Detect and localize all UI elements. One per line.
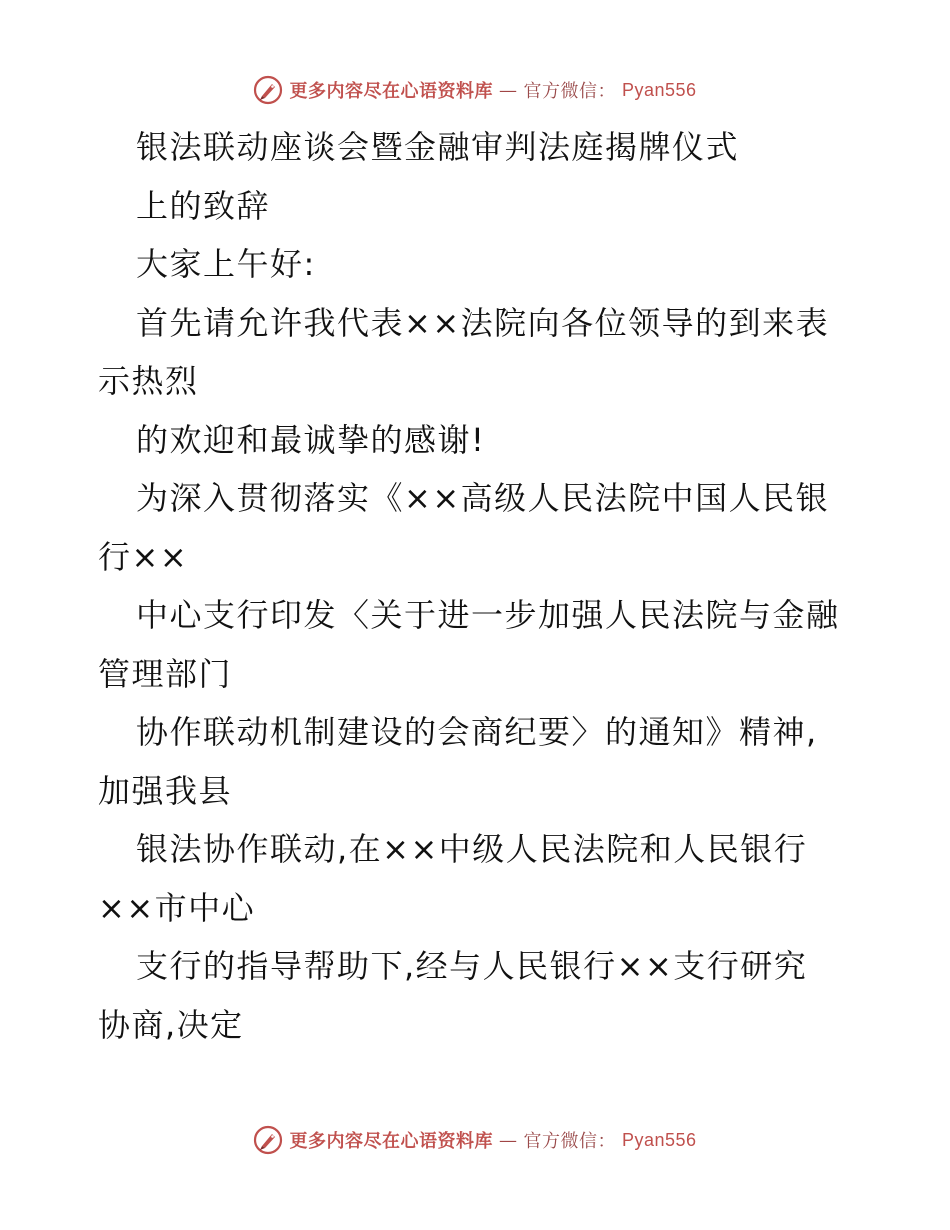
text-line: ××市中心 bbox=[98, 888, 256, 927]
wechat-id: Pyan556 bbox=[621, 1129, 697, 1150]
brand-text: 更多内容尽在心语资料库 bbox=[289, 1131, 493, 1152]
text-line: 大家上午好: bbox=[136, 245, 316, 283]
pen-nib-logo-icon bbox=[253, 75, 283, 105]
brand-text: 更多内容尽在心语资料库 bbox=[289, 81, 493, 102]
footer-banner bbox=[0, 1120, 950, 1160]
banner-separator: — bbox=[498, 1129, 518, 1151]
text-line: 上的致辞 bbox=[136, 186, 271, 225]
text-line: 为深入贯彻落实《××高级人民法院中国人民银 bbox=[136, 479, 830, 517]
document-body bbox=[98, 118, 858, 1054]
text-line: 的欢迎和最诚挚的感谢! bbox=[136, 420, 486, 459]
wechat-id: Pyan556 bbox=[621, 79, 697, 100]
text-line: 行×× bbox=[98, 537, 189, 576]
text-line: 协商,决定 bbox=[98, 1005, 244, 1044]
text-line: 协作联动机制建设的会商纪要〉的通知》精神, bbox=[136, 713, 818, 751]
text-line: 示热烈 bbox=[98, 362, 199, 400]
banner-separator: — bbox=[498, 79, 518, 101]
text-line: 中心支行印发〈关于进一步加强人民法院与金融 bbox=[136, 596, 840, 634]
text-line: 支行的指导帮助下,经与人民银行××支行研究 bbox=[136, 947, 808, 985]
wechat-label: 官方微信： bbox=[523, 81, 616, 102]
text-line: 首先请允许我代表××法院向各位领导的到来表 bbox=[136, 303, 830, 342]
pen-nib-logo-icon bbox=[253, 1125, 283, 1155]
text-line: 管理部门 bbox=[98, 654, 233, 693]
text-line: 加强我县 bbox=[98, 771, 233, 810]
text-line: 银法联动座谈会暨金融审判法庭揭牌仪式 bbox=[136, 128, 740, 166]
header-banner bbox=[0, 70, 950, 110]
text-line: 银法协作联动,在××中级人民法院和人民银行 bbox=[136, 830, 808, 868]
wechat-label: 官方微信： bbox=[523, 1131, 616, 1152]
